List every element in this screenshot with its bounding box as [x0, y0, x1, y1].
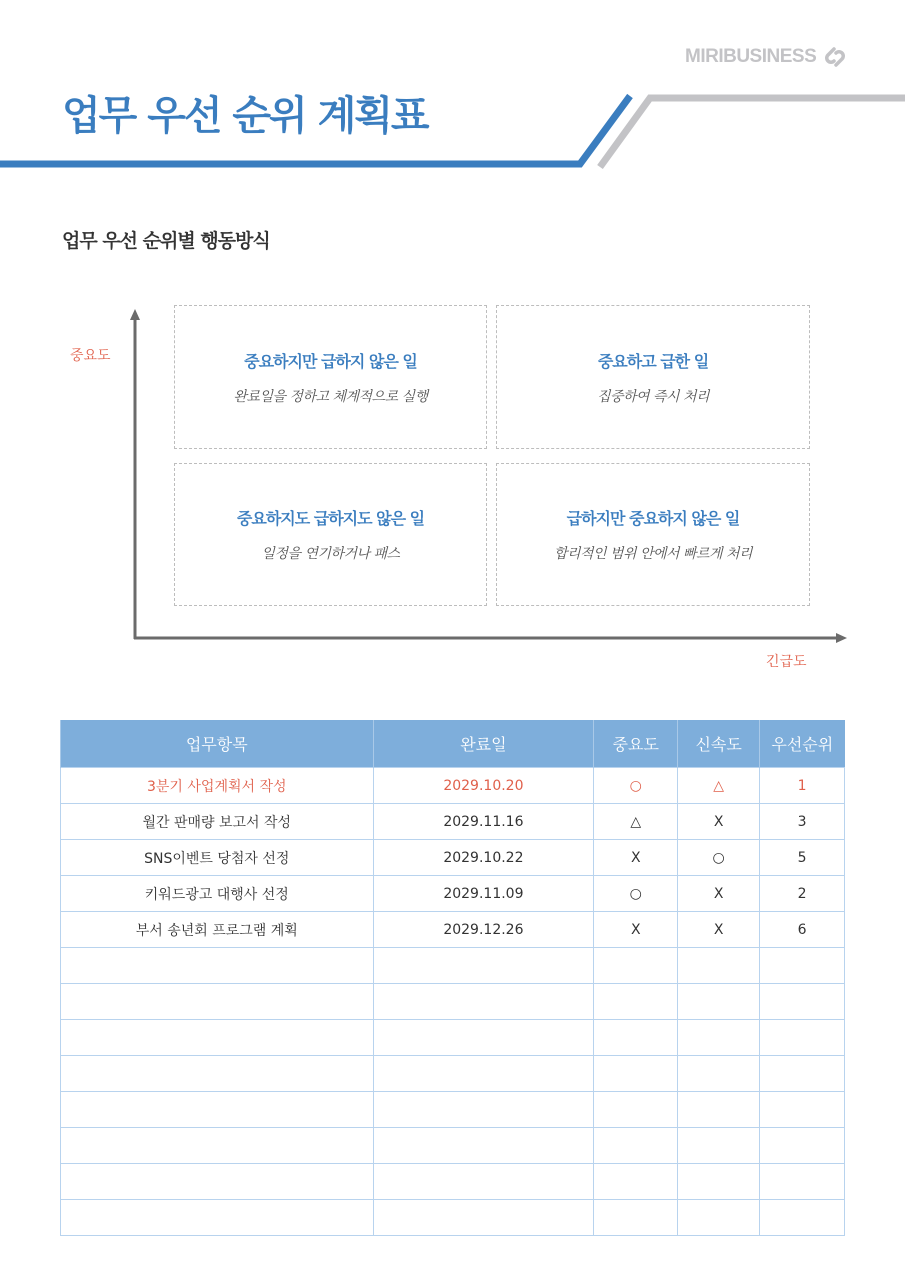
cell-importance: △: [594, 804, 678, 840]
cell-importance: X: [594, 912, 678, 948]
empty-cell: [760, 1020, 845, 1056]
table-row: [61, 804, 845, 840]
table-row: [61, 912, 845, 948]
cell-urgency: ○: [678, 840, 760, 876]
quadrant-urgent-not-important: [496, 463, 810, 606]
table-row: [61, 768, 845, 804]
quadrant-important-urgent: [496, 305, 810, 449]
cell-task: 월간 판매량 보고서 작성: [61, 804, 374, 840]
header-urgency: 신속도: [678, 720, 760, 768]
table-row: [61, 876, 845, 912]
cell-due-date: 2029.12.26: [373, 912, 594, 948]
empty-cell: [594, 1200, 678, 1236]
empty-cell: [760, 984, 845, 1020]
empty-cell: [678, 984, 760, 1020]
y-axis-label: 중요도: [70, 348, 111, 364]
empty-cell: [594, 1164, 678, 1200]
quadrant-desc: 합리적인 범위 안에서 빠르게 처리: [553, 546, 753, 562]
empty-cell: [678, 1200, 760, 1236]
cell-priority: 5: [760, 840, 845, 876]
empty-cell: [61, 1056, 374, 1092]
cell-urgency: △: [678, 768, 760, 804]
quadrant-desc: 완료일을 정하고 체계적으로 실행: [233, 388, 428, 405]
empty-cell: [760, 1056, 845, 1092]
cell-importance: X: [594, 840, 678, 876]
empty-table-row: [61, 1056, 845, 1092]
header-task: 업무항목: [61, 720, 374, 768]
empty-cell: [373, 948, 594, 984]
empty-cell: [61, 1020, 374, 1056]
empty-table-row: [61, 1128, 845, 1164]
empty-cell: [594, 948, 678, 984]
x-axis-label: 긴급도: [766, 654, 807, 670]
empty-cell: [594, 1020, 678, 1056]
cell-urgency: X: [678, 912, 760, 948]
quadrant-important-not-urgent: [174, 305, 487, 449]
cell-task: 키워드광고 대행사 선정: [61, 876, 374, 912]
empty-cell: [760, 1092, 845, 1128]
empty-cell: [594, 1056, 678, 1092]
brand-name: MIRIBUSINESS: [685, 46, 817, 67]
cell-importance: ○: [594, 768, 678, 804]
section-subtitle: 업무 우선 순위별 행동방식: [62, 230, 270, 252]
cell-priority: 1: [760, 768, 845, 804]
empty-cell: [373, 984, 594, 1020]
empty-cell: [61, 984, 374, 1020]
empty-cell: [61, 1200, 374, 1236]
empty-cell: [760, 1128, 845, 1164]
empty-cell: [373, 1200, 594, 1236]
empty-cell: [678, 1128, 760, 1164]
empty-table-row: [61, 1020, 845, 1056]
empty-cell: [61, 1128, 374, 1164]
cell-task: SNS이벤트 당첨자 선정: [61, 840, 374, 876]
empty-table-row: [61, 1200, 845, 1236]
page-title: 업무 우선 순위 계획표: [62, 93, 428, 139]
cell-due-date: 2029.10.22: [373, 840, 594, 876]
empty-cell: [678, 1092, 760, 1128]
empty-cell: [760, 1164, 845, 1200]
empty-cell: [760, 948, 845, 984]
empty-cell: [594, 1128, 678, 1164]
empty-cell: [594, 984, 678, 1020]
quadrant-heading: 중요하지도 급하지도 않은 일: [236, 509, 425, 528]
empty-cell: [61, 1092, 374, 1128]
empty-cell: [678, 948, 760, 984]
cell-priority: 2: [760, 876, 845, 912]
cell-urgency: X: [678, 804, 760, 840]
quadrant-desc: 일정을 연기하거나 패스: [261, 546, 400, 562]
quadrant-heading: 중요하고 급한 일: [597, 351, 709, 371]
empty-table-row: [61, 984, 845, 1020]
header-importance: 중요도: [594, 720, 678, 768]
cell-due-date: 2029.11.16: [373, 804, 594, 840]
empty-cell: [373, 1164, 594, 1200]
table-row: [61, 840, 845, 876]
header-priority: 우선순위: [760, 720, 845, 768]
cell-task: 3분기 사업계획서 작성: [61, 768, 374, 804]
y-axis-arrow-icon: [130, 309, 140, 320]
header-due-date: 완료일: [373, 720, 594, 768]
empty-cell: [61, 1164, 374, 1200]
quadrant-heading: 급하지만 중요하지 않은 일: [566, 509, 740, 528]
empty-cell: [373, 1128, 594, 1164]
cell-priority: 3: [760, 804, 845, 840]
cell-priority: 6: [760, 912, 845, 948]
quadrant-desc: 집중하여 즉시 처리: [596, 388, 710, 405]
empty-table-row: [61, 948, 845, 984]
empty-cell: [61, 948, 374, 984]
empty-cell: [760, 1200, 845, 1236]
empty-cell: [678, 1020, 760, 1056]
quadrant-not-important-not-urgent: [174, 463, 487, 606]
empty-cell: [373, 1020, 594, 1056]
table-body: [61, 768, 845, 1236]
cell-importance: ○: [594, 876, 678, 912]
cell-task: 부서 송년회 프로그램 계획: [61, 912, 374, 948]
quadrant-heading: 중요하지만 급하지 않은 일: [244, 351, 417, 371]
empty-cell: [373, 1056, 594, 1092]
empty-cell: [594, 1092, 678, 1128]
empty-cell: [678, 1164, 760, 1200]
empty-table-row: [61, 1092, 845, 1128]
empty-cell: [373, 1092, 594, 1128]
x-axis-arrow-icon: [836, 633, 847, 643]
table-header-row: [61, 720, 845, 768]
cell-urgency: X: [678, 876, 760, 912]
empty-cell: [678, 1056, 760, 1092]
priority-table: [60, 720, 845, 1236]
cell-due-date: 2029.11.09: [373, 876, 594, 912]
empty-table-row: [61, 1164, 845, 1200]
cell-due-date: 2029.10.20: [373, 768, 594, 804]
